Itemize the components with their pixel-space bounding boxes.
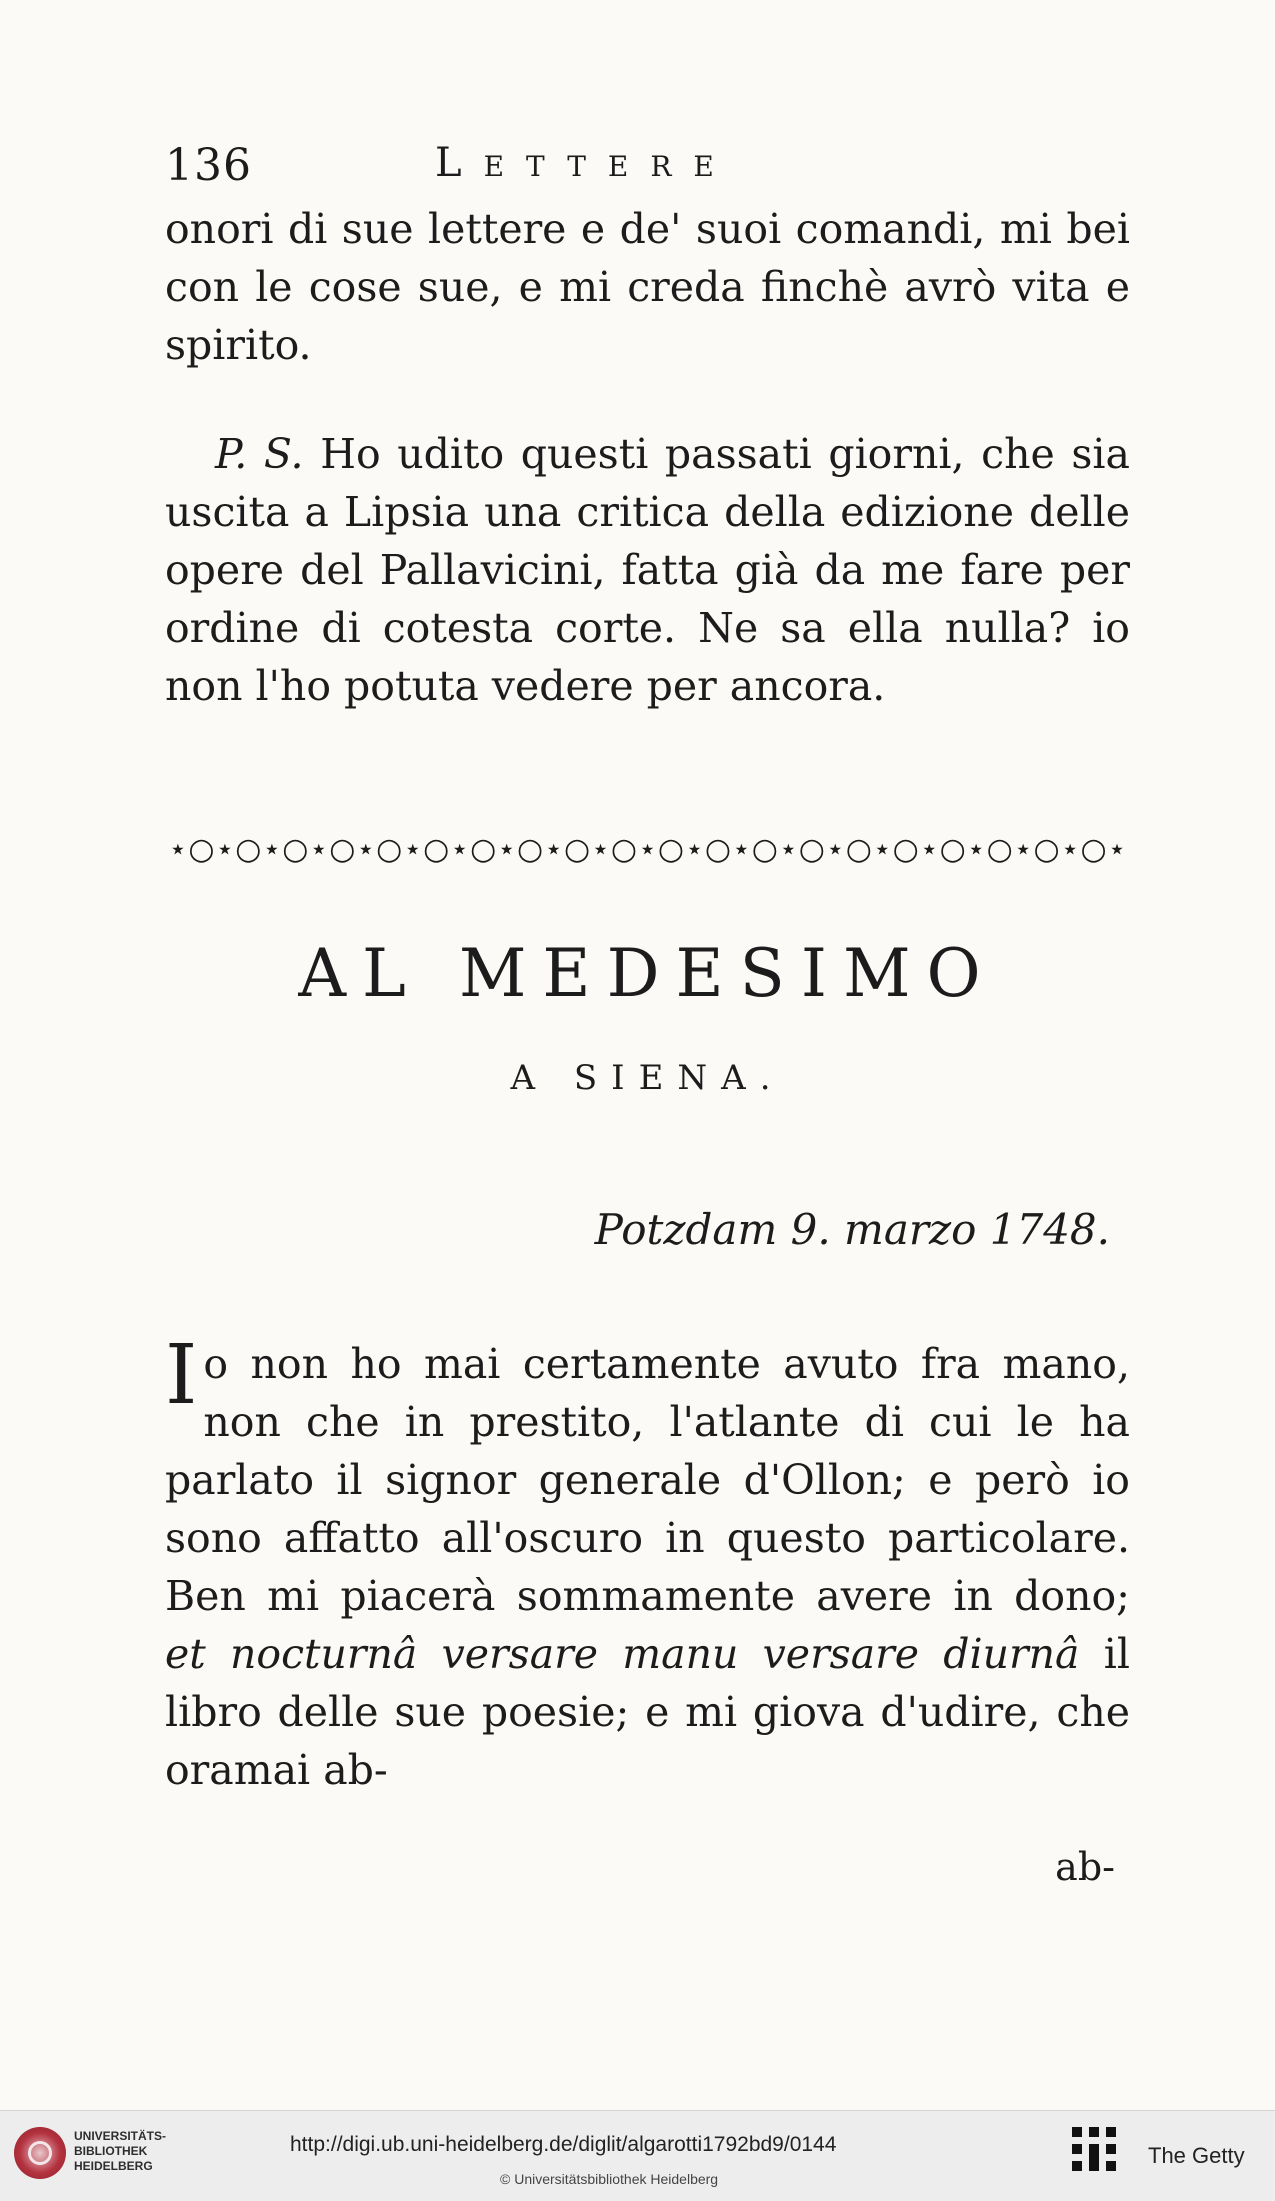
library-name[interactable] xyxy=(74,2129,166,2174)
library-logo-icon[interactable] xyxy=(14,2127,66,2179)
letter-date: Potzdam 9. marzo 1748. xyxy=(594,1205,1110,1254)
library-name-line: HEIDELBERG xyxy=(74,2159,153,2173)
library-name-line: BIBLIOTHEK xyxy=(74,2144,148,2158)
permalink-url[interactable]: http://digi.ub.uni-heidelberg.de/diglit/algarotti1792bd9/0144 xyxy=(290,2133,837,2156)
latin-quote: et nocturnâ versare manu versare diurnâ xyxy=(165,1630,1080,1678)
postscript-paragraph xyxy=(165,425,1130,715)
letter-heading: AL MEDESIMO xyxy=(298,935,997,1012)
drop-capital: I xyxy=(165,1328,198,1423)
closing-paragraph: onori di sue lettere e de' suoi comandi, mi bei con le cose sue, e mi creda finchè avrò vita e spirito. xyxy=(165,205,1130,369)
page-number: 136 xyxy=(165,140,252,191)
postscript-label: P. S. xyxy=(215,430,304,478)
letter-body xyxy=(165,1328,1130,1799)
library-name-line: UNIVERSITÄTS- xyxy=(74,2129,167,2143)
ornamental-divider: ⋆○⋆○⋆○⋆○⋆○⋆○⋆○⋆○⋆○⋆○⋆○⋆○⋆○⋆○⋆○⋆○⋆○⋆○⋆○⋆○⋆ xyxy=(168,832,1128,867)
copyright-notice: © Universitätsbibliothek Heidelberg xyxy=(500,2171,719,2187)
getty-logo-icon[interactable] xyxy=(1072,2127,1116,2171)
viewer-footer xyxy=(0,2110,1275,2201)
partner-name[interactable]: The Getty xyxy=(1148,2143,1245,2168)
postscript-text: Ho udito questi passati giorni, che sia uscita a Lipsia una critica della edizione delle opere del Pallavicini, fatta già da me fare per ordine di cotesta corte. Ne sa ella nulla? io non l'ho potuta vedere per ancora. xyxy=(165,430,1130,710)
catchword: ab- xyxy=(1055,1845,1115,1889)
letter-text-start: o non ho mai certamente avuto fra mano, non che in prestito, l'atlante di cui le ha parlato il signor generale d'Ollon; e però io sono affatto all'oscuro in questo particolare. Ben mi piacerà sommamente avere in dono; xyxy=(165,1340,1130,1620)
page-header xyxy=(165,140,1145,190)
letter-place: A SIENA. xyxy=(510,1058,785,1098)
letter-text-end: il libro delle sue poesie; e mi giova d'udire, che oramai ab- xyxy=(165,1630,1130,1794)
running-title: Lettere xyxy=(435,140,736,186)
